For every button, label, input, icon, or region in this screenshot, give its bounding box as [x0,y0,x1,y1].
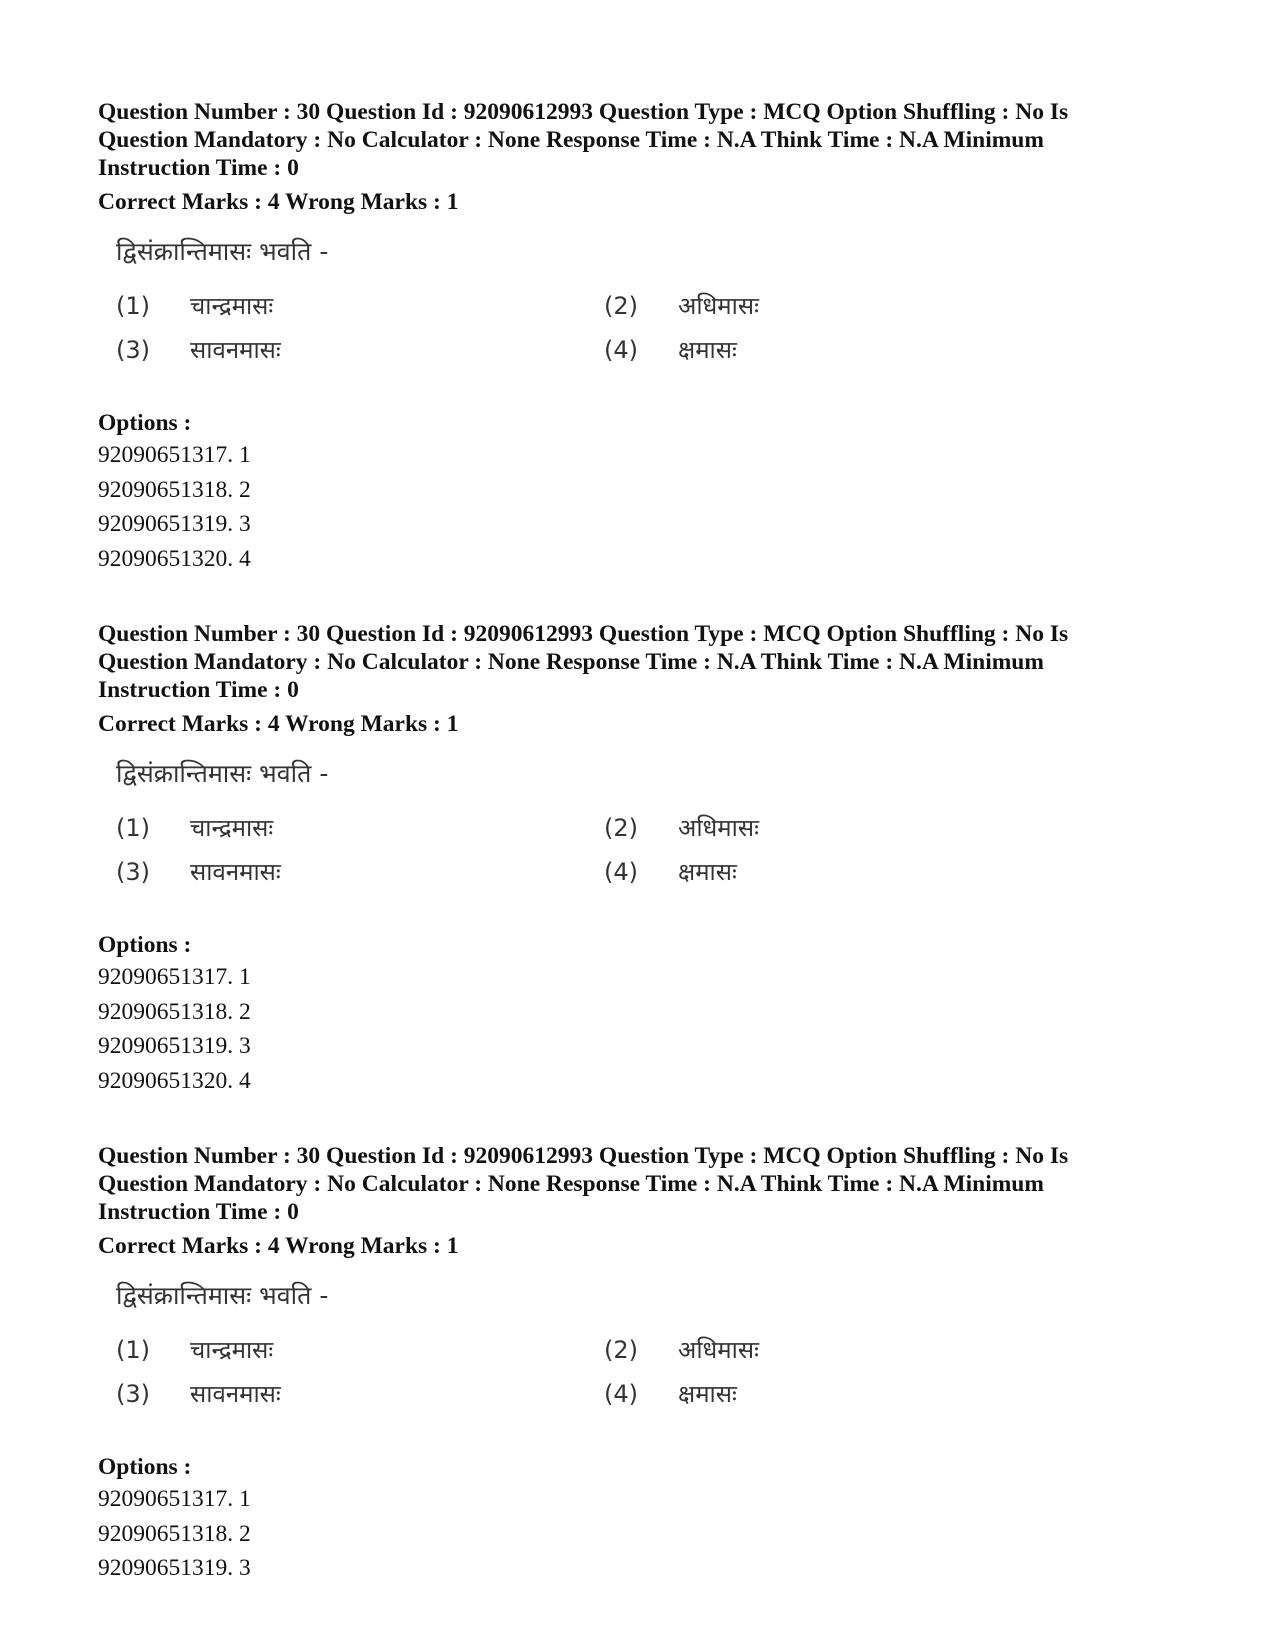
question-meta [98,1142,1188,1226]
option-item: 92090651317. 1 [98,442,251,468]
question-meta-line: Question Mandatory : No Calculator : None Response Time : N.A Think Time : N.A Minimum [98,127,1044,153]
choice-text: सावनमासः [190,336,281,364]
option-item: 92090651320. 4 [98,545,251,572]
choice-text: सावनमासः [190,858,281,886]
choice-text: चान्द्रमासः [190,1336,274,1364]
choice-number: (4) [604,858,638,886]
option-item: 92090651319. 3 [98,1555,251,1581]
question-meta-line: Instruction Time : 0 [98,155,299,181]
choice-number: (4) [604,1380,638,1408]
choice-number: (2) [604,814,638,842]
question-meta-line: Question Number : 30 Question Id : 92090612993 Question Type : MCQ Option Shuffling : No Is [98,621,1069,647]
question-meta [98,620,1188,704]
option-item: 92090651317. 1 [98,964,251,990]
question-stem: द्विसंक्रान्तिमासः भवति - [116,237,329,266]
choice-2 [604,812,759,844]
choice-text: अधिमासः [678,1336,759,1364]
choice-3 [116,334,281,366]
choice-text: चान्द्रमासः [190,814,274,842]
choice-text: क्षमासः [678,858,737,886]
choice-text: क्षमासः [678,336,737,364]
choice-3 [116,1378,281,1410]
choice-text: सावनमासः [190,1380,281,1408]
choice-4 [604,856,737,888]
options-heading: Options : [98,932,192,958]
choice-3 [116,856,281,888]
marks-line: Correct Marks : 4 Wrong Marks : 1 [98,189,459,215]
choice-2 [604,290,759,322]
marks-line: Correct Marks : 4 Wrong Marks : 1 [98,711,459,737]
choice-number: (3) [116,1380,150,1408]
question-meta-line: Instruction Time : 0 [98,677,299,703]
choice-number: (1) [116,292,150,320]
option-item: 92090651317. 1 [98,1486,251,1512]
choice-2 [604,1334,759,1366]
options-heading: Options : [98,1454,192,1480]
question-stem: द्विसंक्रान्तिमासः भवति - [116,759,329,788]
question-meta [98,98,1188,182]
question-image [98,234,1188,404]
choice-number: (3) [116,858,150,886]
option-item: 92090651320. 4 [98,1067,251,1094]
choice-4 [604,334,737,366]
marks-line: Correct Marks : 4 Wrong Marks : 1 [98,1233,459,1259]
choice-number: (3) [116,336,150,364]
option-item: 92090651318. 2 [98,1520,251,1547]
choice-number: (2) [604,1336,638,1364]
question-block [98,98,1188,576]
choice-text: क्षमासः [678,1380,737,1408]
question-meta-line: Instruction Time : 0 [98,1199,299,1225]
option-item: 92090651319. 3 [98,511,251,537]
choice-number: (4) [604,336,638,364]
choice-1 [116,812,273,844]
question-block [98,620,1188,1098]
choice-1 [116,290,273,322]
option-item: 92090651318. 2 [98,476,251,503]
options-heading: Options : [98,410,192,436]
choice-text: अधिमासः [678,814,759,842]
question-meta-line: Question Number : 30 Question Id : 92090612993 Question Type : MCQ Option Shuffling : No Is [98,99,1069,125]
question-meta-line: Question Mandatory : No Calculator : None Response Time : N.A Think Time : N.A Minimum [98,649,1044,675]
question-stem: द्विसंक्रान्तिमासः भवति - [116,1281,329,1310]
question-meta-line: Question Mandatory : No Calculator : None Response Time : N.A Think Time : N.A Minimum [98,1171,1044,1197]
question-image [98,756,1188,926]
choice-number: (1) [116,814,150,842]
choice-text: अधिमासः [678,292,759,320]
question-meta-line: Question Number : 30 Question Id : 92090612993 Question Type : MCQ Option Shuffling : No Is [98,1143,1069,1169]
option-item: 92090651318. 2 [98,998,251,1025]
question-block [98,1142,1188,1586]
question-image [98,1278,1188,1448]
choice-number: (1) [116,1336,150,1364]
choice-text: चान्द्रमासः [190,292,274,320]
choice-number: (2) [604,292,638,320]
choice-4 [604,1378,737,1410]
choice-1 [116,1334,273,1366]
option-item: 92090651319. 3 [98,1033,251,1059]
